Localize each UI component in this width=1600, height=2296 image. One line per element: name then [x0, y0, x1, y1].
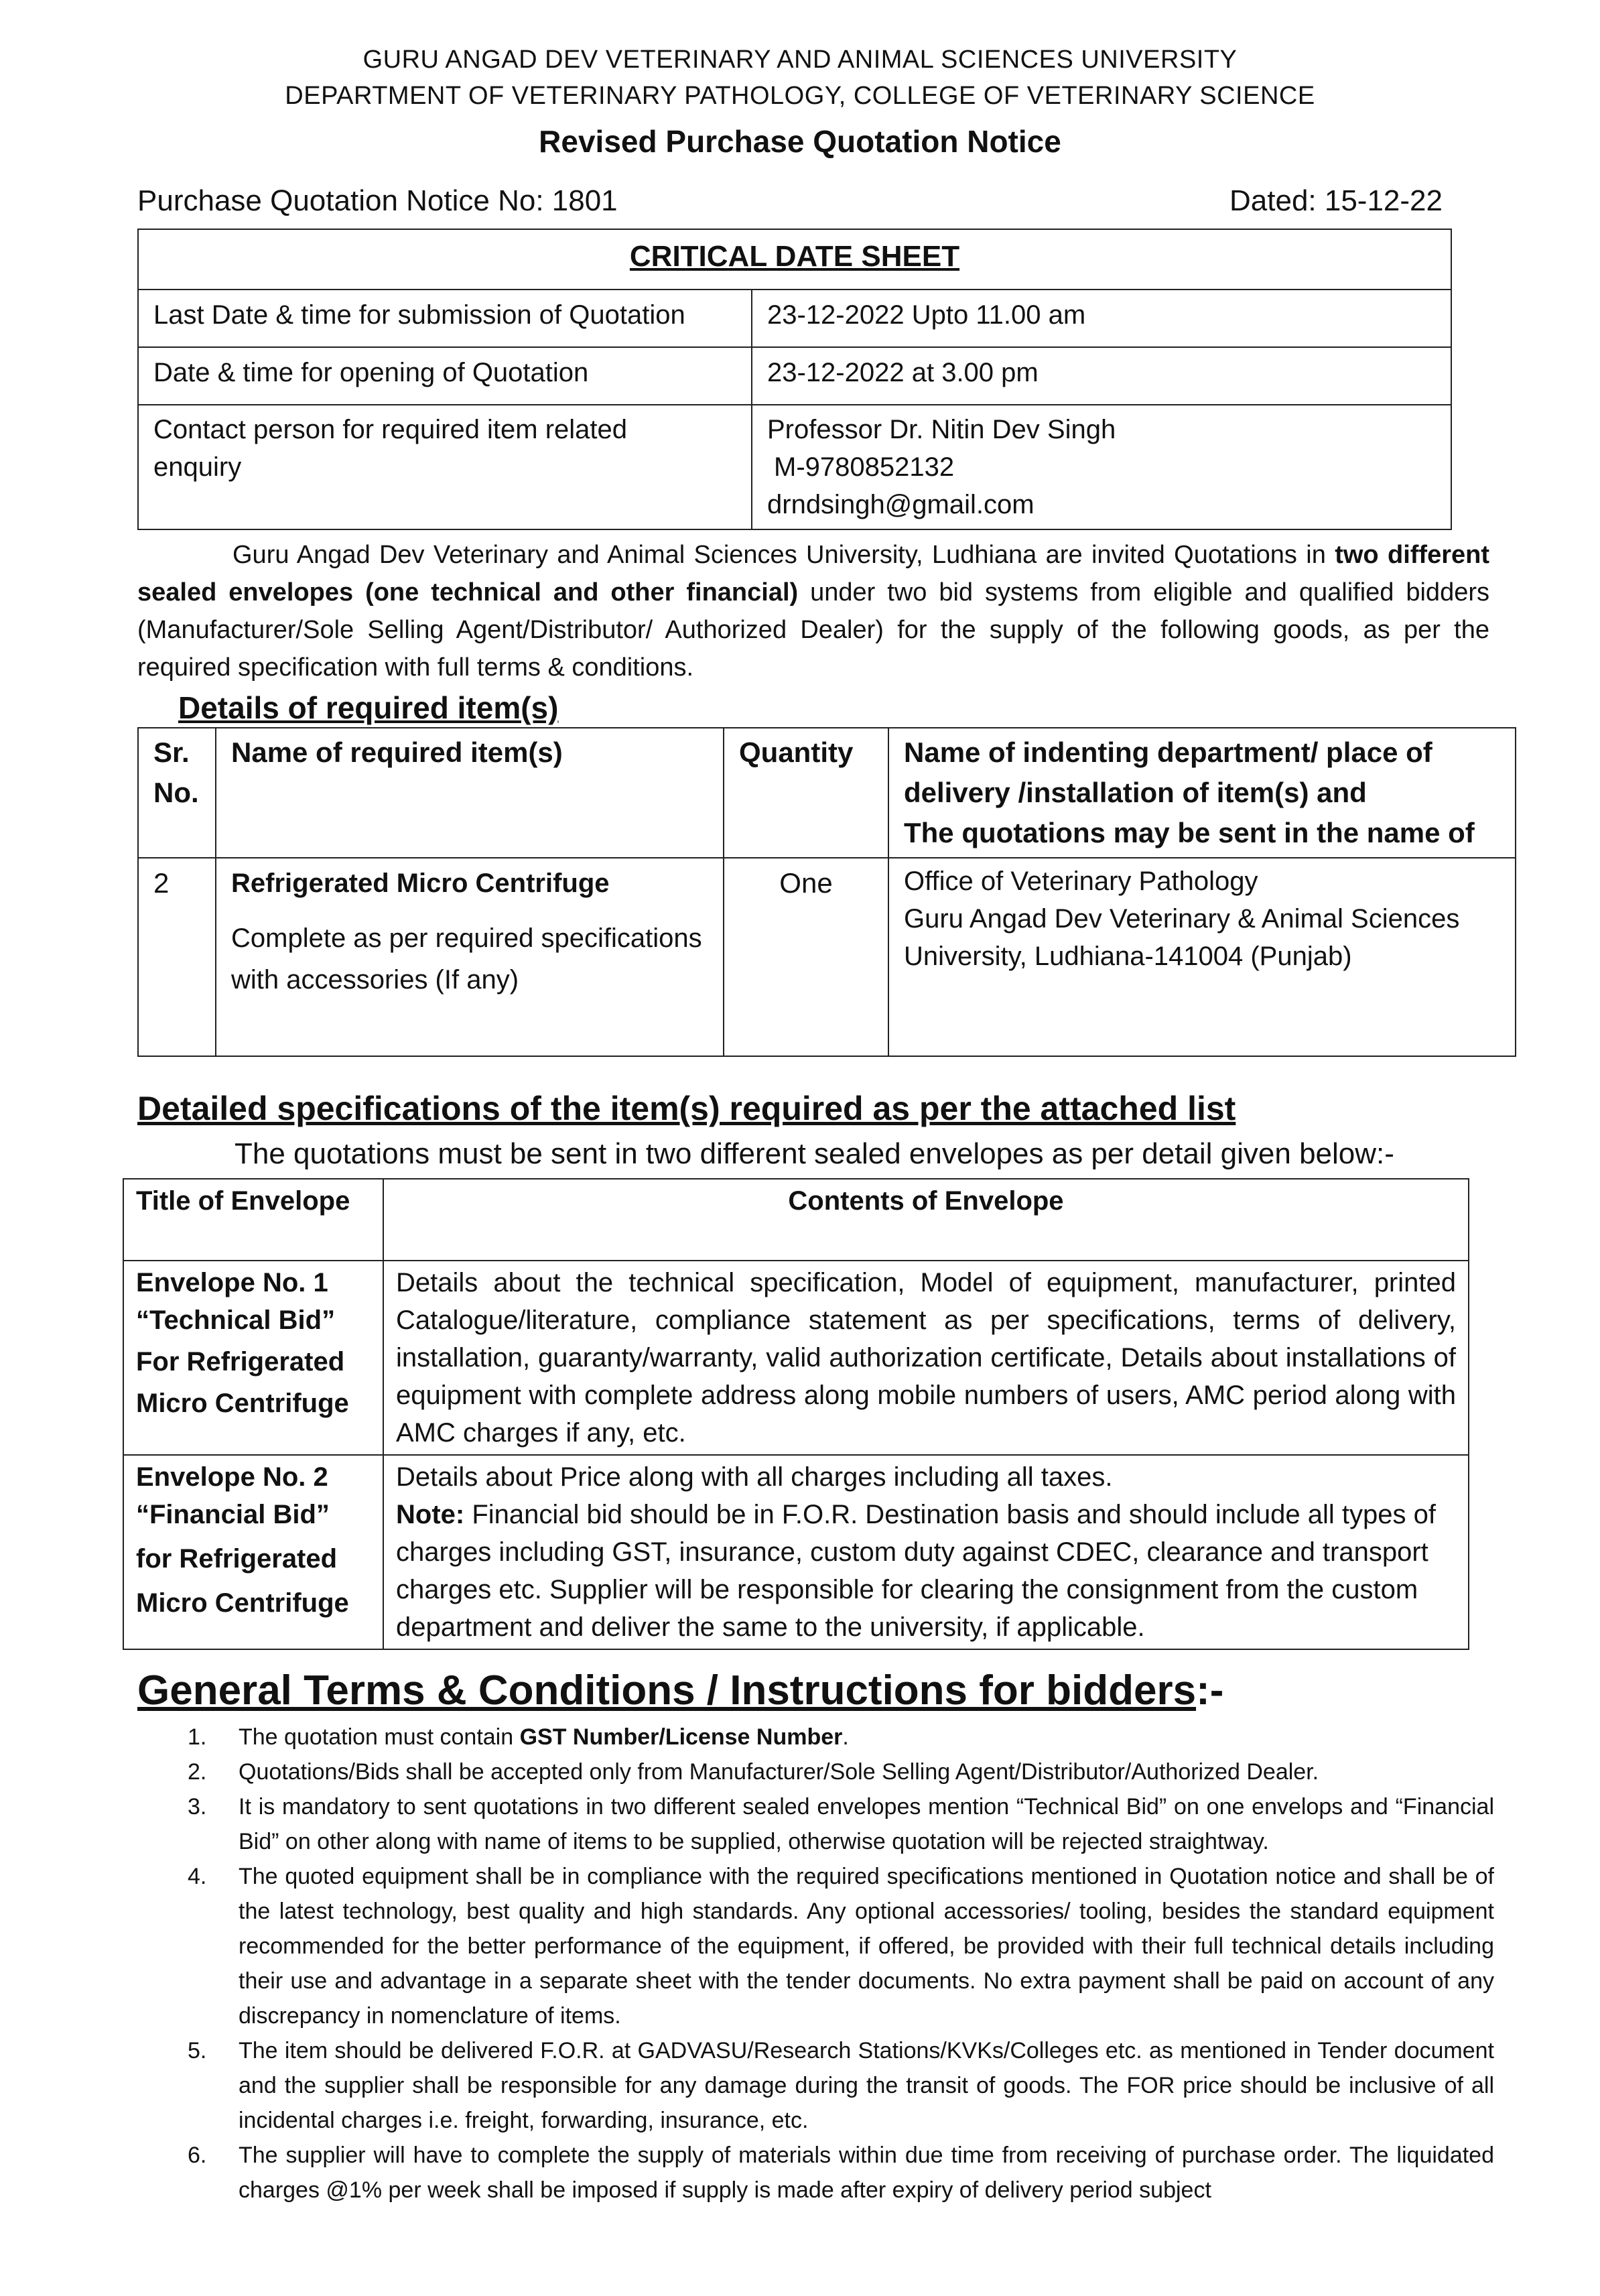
col-quantity: Quantity [724, 728, 888, 858]
intro-bold-text: two different sealed envelopes (one technical and other financial) [137, 541, 1489, 607]
contact-label-line1: Contact person for required item related [153, 415, 628, 444]
university-name: GURU ANGAD DEV VETERINARY AND ANIMAL SCIENCES UNIVERSITY [362, 46, 1238, 74]
term-text-end: . [842, 1724, 849, 1750]
col-department-note: The quotations may be sent in the name of [904, 817, 1475, 848]
intro-paragraph [137, 536, 1489, 686]
submission-date-value: 23-12-2022 Upto 11.00 am [752, 290, 1451, 347]
term-item [147, 1789, 1494, 1859]
specs-subtext: The quotations must be sent in two different sealed envelopes as per detail given below:- [235, 1137, 1394, 1170]
term-text: The supplier will have to complete the supply of materials within due time from receiving of purchase order. The liquidated charges @1% per week shall be imposed if supply is made after expiry of delivery period subject [239, 2143, 1494, 2203]
intro-text-2: under two bid systems from eligible and qualified bidders (Manufacturer/Sole Selling Agent/Distributor/ Authorized Dealer) for the supply of the following goods, as per the required specification with full terms & conditions. [137, 578, 1489, 682]
department-line2: Guru Angad Dev Veterinary & Animal Sciences University, Ludhiana-141004 (Punjab) [904, 904, 1460, 971]
cell-item [216, 858, 724, 1056]
item-description: Complete as per required specifications with accessories (If any) [231, 923, 702, 995]
terms-list [147, 1720, 1494, 2208]
contact-mobile: M-9780852132 [774, 452, 955, 482]
table-header-row [138, 728, 1516, 858]
term-number: 5. [188, 2038, 207, 2063]
envelope2-title [123, 1455, 383, 1649]
notice-number: Purchase Quotation Notice No: 1801 [137, 184, 618, 217]
term-item [147, 2033, 1494, 2138]
items-heading: Details of required item(s) [178, 690, 559, 725]
term-text: It is mandatory to sent quotations in two different sealed envelopes mention “Technical Bid” on one envelops and “Financial Bid” on other along with name of items to be supplied, otherwise quotation will be rejected straightway. [239, 1794, 1494, 1854]
col-envelope-title: Title of Envelope [123, 1179, 383, 1261]
notice-info-row [137, 180, 1443, 222]
table-row [138, 347, 1451, 405]
note-label: Note: [396, 1500, 465, 1529]
envelope1-title [123, 1261, 383, 1455]
term-number: 3. [188, 1794, 207, 1820]
critical-date-sheet-heading: CRITICAL DATE SHEET [138, 229, 1451, 290]
envelope2-contents [383, 1455, 1469, 1649]
contact-label [138, 405, 752, 529]
cell-sr-no: 2 [138, 858, 216, 1056]
term-item [147, 1859, 1494, 2033]
term-text: The quoted equipment shall be in compliance with the required specifications mentioned in Quotation notice and shall be of the latest technology, best quality and high standards. Any optional accessories/ tooling, besides the standard equipment recommended for the better performance of the equipment, if offered, be provided with their full technical details including their use and advantage in a separate sheet with the tender documents. No extra payment shall be paid on account of any discrepancy in nomenclature of items. [239, 1864, 1494, 2029]
terms-heading-text: General Terms & Conditions / Instructions for bidders [137, 1667, 1197, 1714]
specs-heading: Detailed specifications of the item(s) required as per the attached list [137, 1090, 1236, 1127]
term-number: 4. [188, 1864, 207, 1889]
terms-heading [137, 1661, 1223, 1721]
terms-heading-suffix: :- [1196, 1667, 1224, 1714]
term-text: The quotation must contain [239, 1724, 520, 1750]
contact-details [752, 405, 1451, 529]
envelope1-title-l1: Envelope No. 1 [136, 1268, 328, 1297]
term-number: 2. [188, 1759, 207, 1785]
opening-date-label: Date & time for opening of Quotation [138, 347, 752, 405]
table-row [138, 858, 1516, 1056]
table-header-row [123, 1179, 1469, 1261]
envelope1-title-l3: For Refrigerated [136, 1347, 345, 1377]
col-department [888, 728, 1516, 858]
term-text: Quotations/Bids shall be accepted only from Manufacturer/Sole Selling Agent/Distributor/Authorized Dealer. [239, 1759, 1319, 1785]
term-number: 1. [188, 1724, 207, 1750]
opening-date-value: 23-12-2022 at 3.00 pm [752, 347, 1451, 405]
table-row [138, 405, 1451, 529]
required-items-table [137, 727, 1516, 1057]
department-line1: Office of Veterinary Pathology [904, 867, 1258, 896]
envelope2-title-l1: Envelope No. 2 [136, 1462, 328, 1492]
cell-department [888, 858, 1516, 1056]
envelope2-title-l3: for Refrigerated [136, 1544, 338, 1574]
envelope1-contents: Details about the technical specification, Model of equipment, manufacturer, printed Catalogue/literature, compliance statement as per specifications, terms of delivery, installation, guaranty/warranty, valid authorization certificate, Details about installations of equipment with complete address along mobile numbers of users, AMC period along with AMC charges if any, etc. [383, 1261, 1469, 1455]
envelope2-title-l2: “Financial Bid” [136, 1500, 330, 1529]
note-text: Financial bid should be in F.O.R. Destination basis and should include all types of charges including GST, insurance, custom duty against CDEC, clearance and transport charges etc. Supplier will be responsible for clearing the consignment from the custom department and deliver the same to the university, if applicable. [396, 1500, 1436, 1642]
term-item [147, 1720, 1494, 1755]
table-row [123, 1261, 1469, 1455]
term-item [147, 2138, 1494, 2208]
contact-name: Professor Dr. Nitin Dev Singh [767, 415, 1116, 444]
contact-email: drndsingh@gmail.com [767, 490, 1035, 519]
envelope2-note [396, 1496, 1456, 1646]
department-name: DEPARTMENT OF VETERINARY PATHOLOGY, COLLEGE OF VETERINARY SCIENCE [285, 82, 1315, 110]
col-envelope-contents: Contents of Envelope [383, 1179, 1469, 1261]
col-sr-no: Sr. No. [138, 728, 216, 858]
cell-quantity: One [724, 858, 888, 1056]
term-number: 6. [188, 2143, 207, 2168]
envelope2-title-l4: Micro Centrifuge [136, 1588, 349, 1618]
envelope2-contents-line1: Details about Price along with all charges including all taxes. [396, 1462, 1113, 1492]
contact-label-line2: enquiry [153, 452, 242, 482]
notice-date: Dated: 15-12-22 [1229, 184, 1443, 217]
col-department-text: Name of indenting department/ place of delivery /installation of item(s) and [904, 737, 1432, 808]
critical-date-sheet-table [137, 229, 1452, 530]
notice-title: Revised Purchase Quotation Notice [539, 124, 1061, 159]
envelope-table [123, 1178, 1469, 1650]
item-name: Refrigerated Micro Centrifuge [231, 869, 610, 898]
table-row [138, 290, 1451, 347]
intro-text-1: Guru Angad Dev Veterinary and Animal Sciences University, Ludhiana are invited Quotations in [232, 541, 1335, 569]
col-item-name: Name of required item(s) [216, 728, 724, 858]
submission-date-label: Last Date & time for submission of Quotation [138, 290, 752, 347]
table-row [123, 1455, 1469, 1649]
envelope1-title-l2: “Technical Bid” [136, 1305, 336, 1335]
term-item [147, 1755, 1494, 1789]
term-bold-text: GST Number/License Number [519, 1724, 843, 1750]
envelope1-title-l4: Micro Centrifuge [136, 1389, 349, 1418]
term-text: The item should be delivered F.O.R. at GADVASU/Research Stations/KVKs/Colleges etc. as mentioned in Tender document and the supplier shall be responsible for any damage during the transit of goods. The FOR price should be inclusive of all incidental charges i.e. freight, forwarding, insurance, etc. [239, 2038, 1494, 2133]
